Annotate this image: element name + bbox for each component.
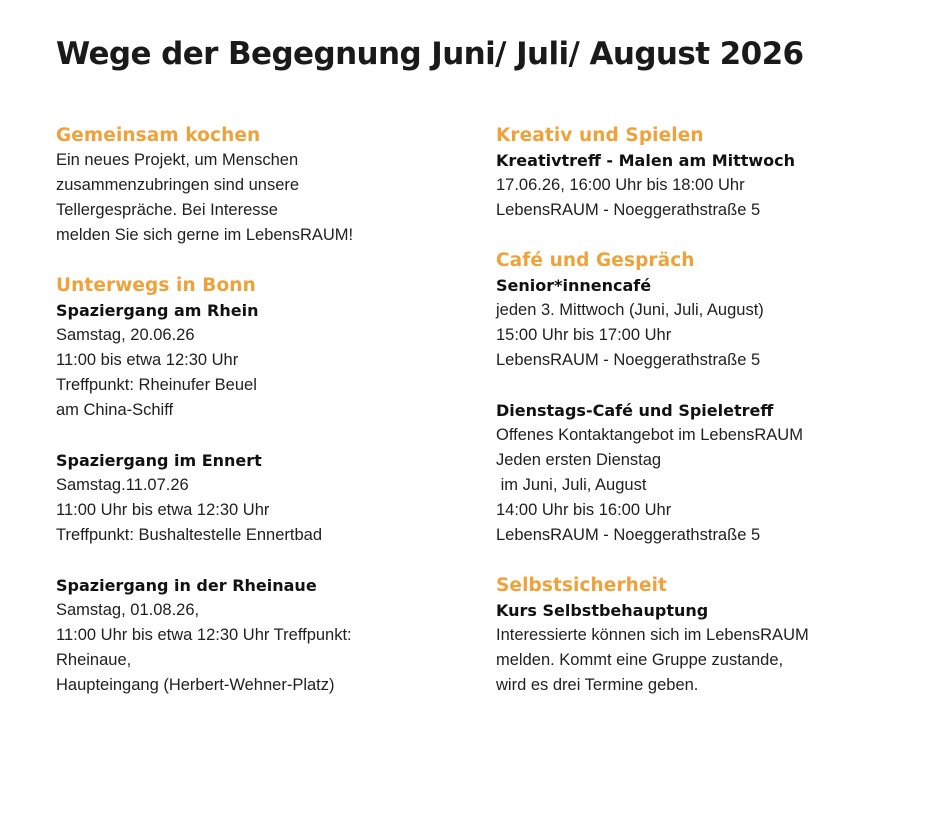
event-title: Spaziergang in der Rheinaue (56, 576, 317, 595)
event-title: Dienstags-Café und Spieletreff (496, 401, 774, 420)
event-spaziergang-am-rhein (56, 298, 476, 423)
event-time: 11:00 bis etwa 12:30 Uhr (56, 351, 239, 369)
event-title: Senior*innencafé (496, 276, 652, 295)
description-line: Ein neues Projekt, um Menschen (56, 151, 299, 169)
event-location: am China-Schiff (56, 401, 174, 419)
event-location: LebensRAUM - Noeggerathstraße 5 (496, 201, 761, 219)
event-time: 15:00 Uhr bis 17:00 Uhr (496, 326, 672, 344)
event-time: 11:00 Uhr bis etwa 12:30 Uhr (56, 501, 270, 519)
event-time: 17.06.26, 16:00 Uhr bis 18:00 Uhr (496, 176, 745, 194)
event-description: wird es drei Termine geben. (496, 676, 699, 694)
event-location: LebensRAUM - Noeggerathstraße 5 (496, 526, 761, 544)
event-time: 11:00 Uhr bis etwa 12:30 Uhr Treffpunkt: (56, 626, 352, 644)
event-description: Offenes Kontaktangebot im LebensRAUM (496, 426, 803, 444)
description-line: melden Sie sich gerne im LebensRAUM! (56, 226, 354, 244)
description-line: zusammenzubringen sind unsere (56, 176, 300, 194)
event-location: LebensRAUM - Noeggerathstraße 5 (496, 351, 761, 369)
section-heading: Selbstsicherheit (496, 575, 667, 596)
event-title: Kreativtreff - Malen am Mittwoch (496, 151, 796, 170)
section-selbstsicherheit (496, 574, 916, 698)
event-location: Rheinaue, (56, 651, 132, 669)
event-title: Kurs Selbstbehauptung (496, 601, 709, 620)
section-gemeinsam-kochen (56, 124, 476, 248)
event-title: Spaziergang im Ennert (56, 451, 262, 470)
event-kreativtreff (496, 148, 916, 223)
event-dienstags-cafe (496, 398, 916, 548)
event-date: im Juni, Juli, August (496, 476, 647, 494)
page-title: Wege der Begegnung Juni/ Juli/ August 2026 (56, 36, 804, 72)
event-spaziergang-im-ennert (56, 448, 476, 548)
section-cafe-und-gespraech (496, 249, 916, 548)
event-location: Treffpunkt: Rheinufer Beuel (56, 376, 257, 394)
event-location: Haupteingang (Herbert-Wehner-Platz) (56, 676, 335, 694)
section-heading: Gemeinsam kochen (56, 125, 261, 146)
event-date: Jeden ersten Dienstag (496, 451, 662, 469)
section-heading: Café und Gespräch (496, 250, 695, 271)
event-date: Samstag.11.07.26 (56, 476, 189, 494)
event-time: 14:00 Uhr bis 16:00 Uhr (496, 501, 672, 519)
event-title: Spaziergang am Rhein (56, 301, 259, 320)
event-description: melden. Kommt eine Gruppe zustande, (496, 651, 784, 669)
section-unterwegs-in-bonn (56, 274, 476, 698)
left-column (56, 124, 476, 698)
event-date: Samstag, 01.08.26, (56, 601, 200, 619)
right-column (496, 124, 916, 698)
event-location: Treffpunkt: Bushaltestelle Ennertbad (56, 526, 322, 544)
section-heading: Unterwegs in Bonn (56, 275, 256, 296)
event-seniorinnencafe (496, 273, 916, 373)
event-date: jeden 3. Mittwoch (Juni, Juli, August) (496, 301, 764, 319)
description-line: Tellergespräche. Bei Interesse (56, 201, 278, 219)
event-date: Samstag, 20.06.26 (56, 326, 195, 344)
event-description: Interessierte können sich im LebensRAUM (496, 626, 809, 644)
event-spaziergang-rheinaue (56, 573, 476, 698)
section-heading: Kreativ und Spielen (496, 125, 704, 146)
event-kurs-selbstbehauptung (496, 598, 916, 698)
section-kreativ-und-spielen (496, 124, 916, 223)
